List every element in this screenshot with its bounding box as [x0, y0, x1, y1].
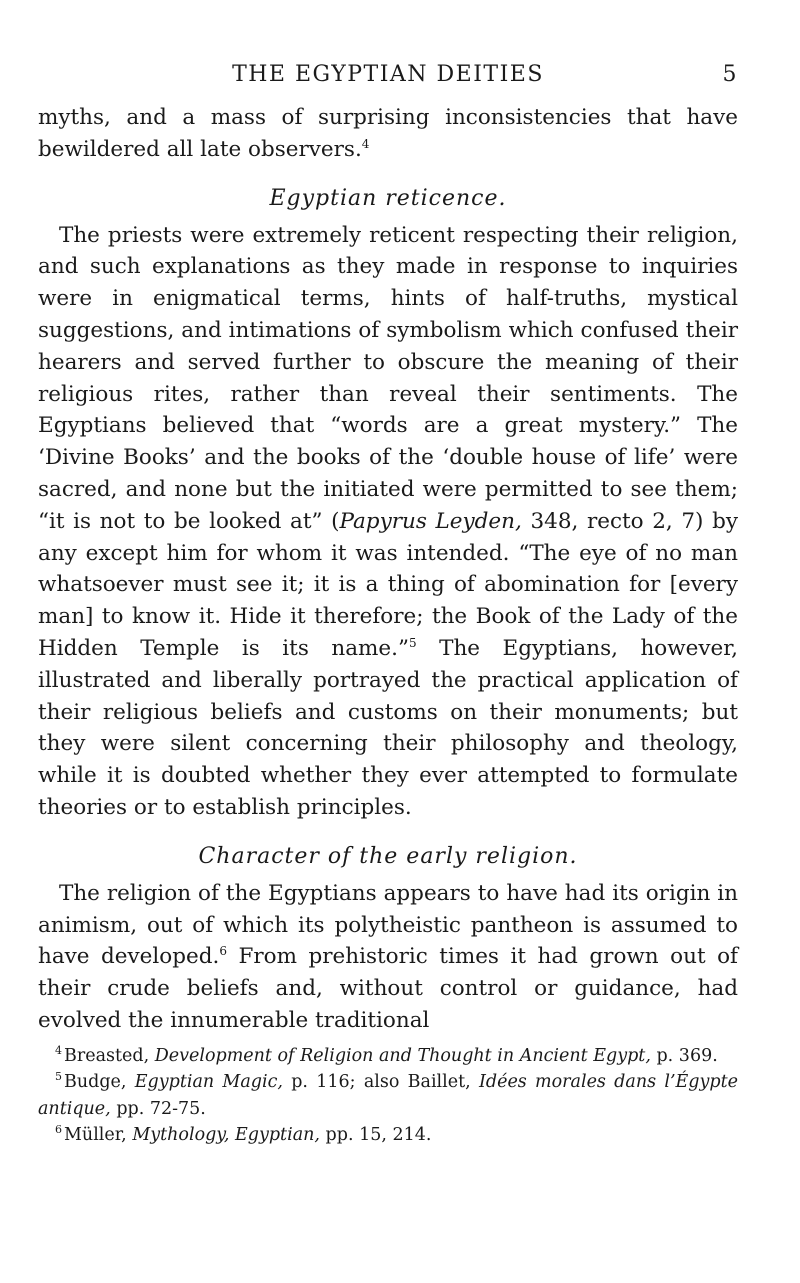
footnote-ref-5[interactable]: 5 — [408, 635, 417, 650]
paragraph-continuation — [38, 102, 738, 166]
section-heading-reticence: Egyptian reticence. — [269, 185, 507, 211]
footnotes — [38, 1043, 738, 1149]
footnote-author: Budge, — [64, 1072, 127, 1093]
footnote-number: 5 — [55, 1070, 62, 1084]
paragraph-text: 348, recto 2, 7) by any except him for whom it was intended. “The eye of no man whatsoever must see it; it is a thing of abomination for [every man] to know it. Hide it therefore; the Book of the Lady of the Hidden Temple is its name.” — [38, 508, 738, 661]
footnote-title: Mythology, Egyptian, — [132, 1125, 320, 1146]
footnote-5 — [38, 1069, 738, 1122]
paragraph-text: myths, and a mass of surprising inconsistencies that have bewildered all late observers. — [38, 105, 738, 162]
paragraph-text: From prehistoric times it had grown out of their crude beliefs and, without control or guidance, had evolved the innumerable traditional — [38, 944, 738, 1033]
footnote-4 — [38, 1043, 738, 1070]
footnote-author: Müller, — [64, 1125, 127, 1146]
footnote-pages: p. 369. — [656, 1045, 718, 1066]
footnote-title: Development of Religion and Thought in Ancient Egypt, — [154, 1045, 651, 1066]
running-head — [38, 62, 738, 102]
paragraph-text: The priests were extremely reticent respecting their religion, and such explanations as they made in response to inquiries were in enigmatical terms, hints of half-truths, mystical suggestions, and intimations of symbolism which confused their hearers and served further to obscure the meaning of their religious rites, rather than reveal their sentiments. The Egyptians believed that “words are a great mystery.” The ‘Divine Books’ and the books of the ‘double house of life’ were sacred, and none but the initiated were permitted to see them; “it is not to be looked at” ( — [38, 222, 738, 534]
citation-papyrus-leyden: Papyrus Leyden, — [339, 508, 522, 534]
footnote-number: 4 — [55, 1043, 62, 1057]
footnote-author: Breasted, — [64, 1045, 150, 1066]
footnote-ref-4[interactable]: 4 — [361, 136, 370, 151]
footnote-pages: pp. 15, 214. — [325, 1125, 432, 1146]
paragraph-text: The Egyptians, however, illustrated and liberally portrayed the practical application of their religious beliefs and customs on their monuments; but they were silent concerning their philosophy and theology, while it is doubted whether they ever attempted to formulate theories or to establish principles. — [38, 635, 738, 820]
footnote-number: 6 — [55, 1123, 62, 1137]
section-heading-early-religion: Character of the early religion. — [198, 843, 578, 869]
footnote-title: Idées morales dans l’Égypte antique, — [38, 1072, 738, 1119]
paragraph-early-religion — [38, 878, 738, 1037]
running-title: THE EGYPTIAN DEITIES — [232, 62, 544, 87]
footnote-title: Egyptian Magic, — [134, 1072, 283, 1093]
footnote-6 — [38, 1122, 738, 1149]
paragraph-text: The religion of the Egyptians appears to have had its origin in animism, out of which its polytheistic pantheon is assumed to have developed. — [38, 880, 738, 970]
page-number: 5 — [722, 62, 738, 87]
footnote-text: p. 116; also Baillet, — [291, 1072, 471, 1093]
paragraph-reticence — [38, 220, 738, 824]
footnote-pages: pp. 72-75. — [116, 1098, 206, 1119]
book-page — [38, 0, 738, 1149]
footnote-ref-6[interactable]: 6 — [219, 944, 227, 959]
